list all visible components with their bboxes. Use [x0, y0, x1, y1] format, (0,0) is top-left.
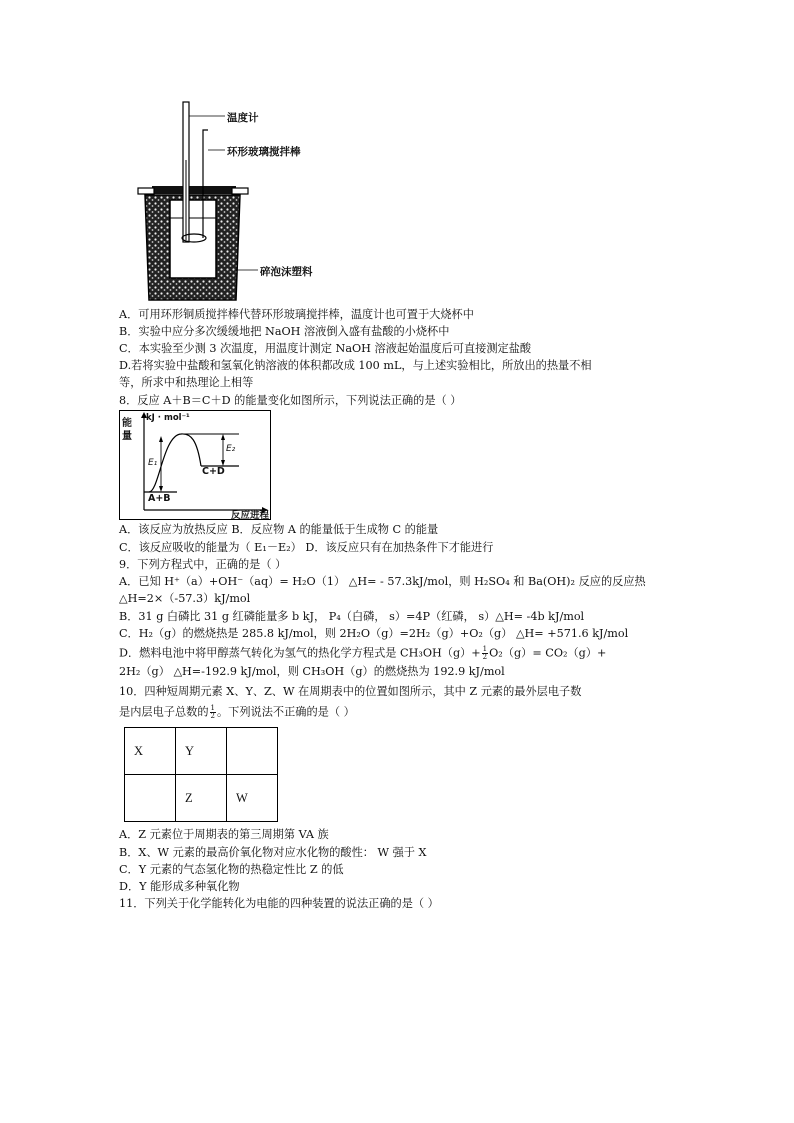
element-x: X	[134, 744, 144, 758]
thermometer-label: 温度计	[227, 112, 259, 124]
energy-e2-label: E₂	[226, 444, 236, 454]
periodic-table-fragment	[124, 727, 278, 822]
q11-stem: 11．下列关于化学能转化为电能的四种装置的说法正确的是（ ）	[119, 897, 439, 910]
fraction-half	[210, 705, 216, 720]
q9-stem: 9．下列方程式中，正确的是（ ）	[119, 558, 287, 571]
q9-option-a-line1: A．已知 H⁺（a）+OH⁻（aq）= H₂O（1） △H= - 57.3kJ/mol，则 H₂SO₄ 和 Ba(OH)₂ 反应的反应热	[119, 575, 646, 588]
fraction-numerator: 1	[210, 704, 215, 712]
table-row	[125, 775, 278, 822]
table-cell	[125, 775, 176, 822]
energy-profile-figure	[119, 410, 271, 520]
q10-option-d: D．Y 能形成多种氧化物	[119, 880, 240, 893]
table-cell	[227, 728, 278, 775]
fraction-numerator: 1	[482, 645, 488, 653]
table-cell	[227, 775, 278, 822]
foam-label: 碎泡沫塑料	[260, 266, 313, 278]
q7-option-c: C．本实验至少测 3 次温度，用温度计测定 NaOH 溶液起始温度后可直接测定盐酸	[119, 342, 532, 355]
q10-option-c: C．Y 元素的气态氢化物的热稳定性比 Z 的低	[119, 863, 344, 876]
element-y: Y	[185, 744, 195, 758]
q10-stem-line1: 10．四种短周期元素 X、Y、Z、W 在周期表中的位置如图所示，其中 Z 元素的最外层电子数	[119, 685, 582, 698]
q10-stem-text-b: 。下列说法不正确的是（ ）	[216, 705, 355, 719]
q8-stem: 8．反应 A＋B＝C＋D 的能量变化如图所示，下列说法正确的是（ ）	[119, 394, 462, 407]
q7-option-d-line1: D.若将实验中盐酸和氢氧化钠溶液的体积都改成 100 mL，与上述实验相比，所放出的热量不相	[119, 359, 592, 372]
stirrer-label: 环形玻璃搅拌棒	[227, 146, 301, 158]
fraction-denominator: 2	[210, 712, 215, 720]
fraction-half	[482, 646, 488, 661]
energy-product-label: C+D	[202, 466, 225, 477]
q9-option-d-text-a: D．燃料电池中将甲醇蒸气转化为氢气的热化学方程式是 CH₃OH（g）+	[119, 646, 481, 660]
q9-option-d-line2: 2H₂（g） △H=-192.9 kJ/mol，则 CH₃OH（g）的燃烧热为 192.9 kJ/mol	[119, 665, 505, 678]
q10-option-b: B．X、W 元素的最高价氧化物对应水化物的酸性： W 强于 X	[119, 846, 427, 859]
q10-stem-line2	[119, 705, 355, 720]
q9-option-a-line2: △H=2×（-57.3）kJ/mol	[119, 592, 251, 605]
table-cell	[125, 728, 176, 775]
q10-option-a: A．Z 元素位于周期表的第三周期第 VA 族	[119, 828, 329, 841]
q9-option-b: B．31 g 白磷比 31 g 红磷能量多 b kJ， P₄（白磷， s）=4P（红磷， s）△H= -4b kJ/mol	[119, 610, 585, 623]
table-row	[125, 728, 278, 775]
element-z: Z	[185, 791, 193, 805]
energy-y-unit: kJ · mol⁻¹	[146, 413, 190, 423]
q9-option-d-line1	[119, 646, 606, 661]
table-cell	[176, 775, 227, 822]
table-cell	[176, 728, 227, 775]
fraction-denominator: 2	[482, 653, 488, 661]
q8-options-cd: C．该反应吸收的能量为（ E₁－E₂） D．该反应只有在加热条件下才能进行	[119, 541, 494, 554]
q9-option-c: C．H₂（g）的燃烧热是 285.8 kJ/mol，则 2H₂O（g）=2H₂（g）+O₂（g） △H= +571.6 kJ/mol	[119, 627, 629, 640]
q7-option-b: B．实验中应分多次缓缓地把 NaOH 溶液倒入盛有盐酸的小烧杯中	[119, 325, 450, 338]
q7-option-d-line2: 等，所求中和热理论上相等	[119, 376, 254, 389]
q9-option-d-text-b: O₂（g）= CO₂（g）+	[489, 646, 607, 660]
q10-stem-text-a: 是内层电子总数的	[119, 705, 209, 719]
energy-y-label-1: 能	[122, 418, 132, 429]
energy-reactant-label: A+B	[148, 493, 171, 504]
energy-x-label: 反应进程	[231, 510, 270, 521]
q7-option-a: A．可用环形铜质搅拌棒代替环形玻璃搅拌棒，温度计也可置于大烧杯中	[119, 308, 474, 321]
element-w: W	[236, 791, 248, 805]
q8-options-ab: A．该反应为放热反应 B．反应物 A 的能量低于生成物 C 的能量	[119, 523, 439, 536]
energy-diagram	[119, 410, 271, 520]
energy-e1-label: E₁	[148, 458, 158, 468]
energy-y-label-2: 量	[122, 431, 132, 442]
